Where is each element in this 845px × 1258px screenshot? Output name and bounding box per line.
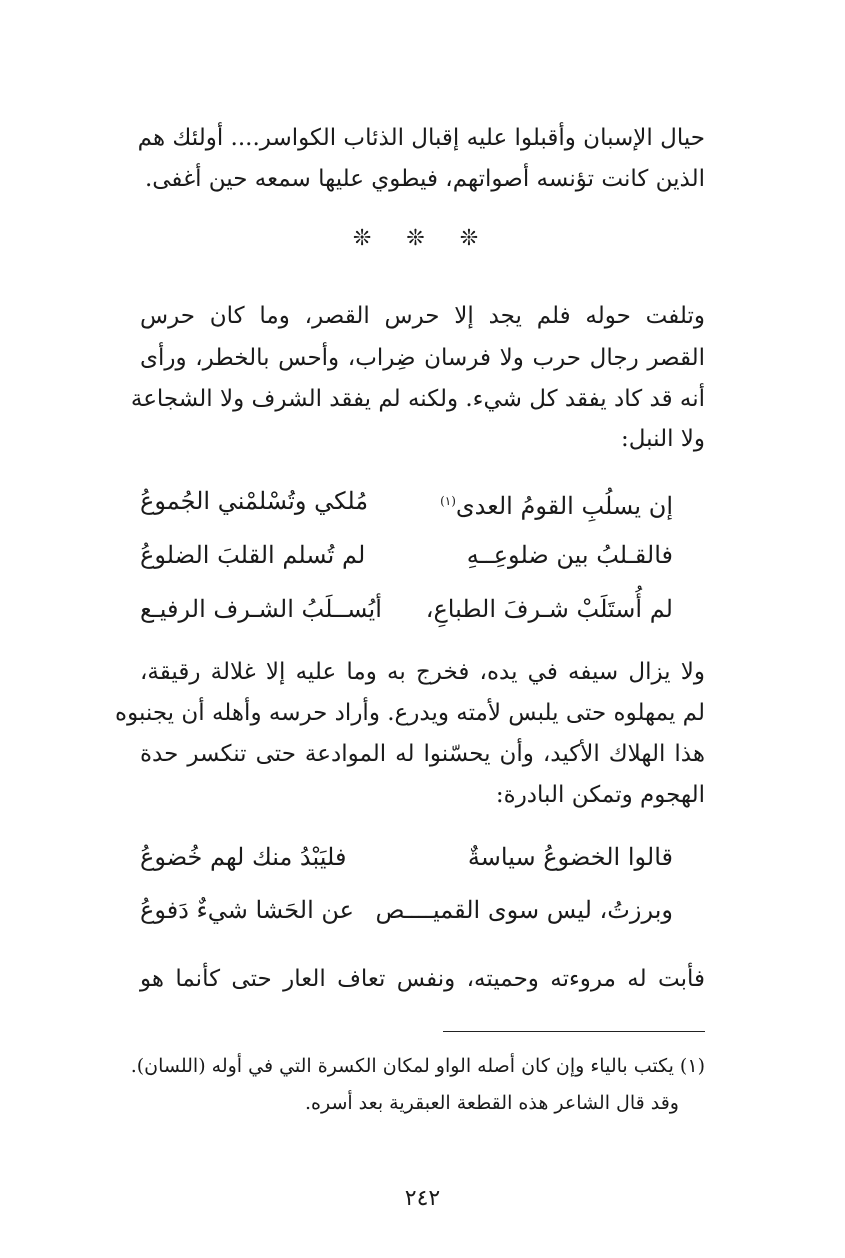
para4-line-1 <box>140 963 705 995</box>
poem1-verse-2-second: لم تُسلم القلبَ الضلوعُ <box>140 541 366 569</box>
poem1-verse-1-second: مُلكي وتُسْلمْني الجُموعُ <box>140 487 369 515</box>
para2-line-4: ولا النبل: <box>621 426 705 452</box>
poem2-verse-1-second: فليَبْدُ منك لهم خُضوعُ <box>140 843 347 871</box>
poem1-verse-1-first <box>440 484 673 523</box>
poem2-verse-1-first: قالوا الخضوعُ سياسةٌ <box>467 843 673 871</box>
para3-line-4: الهجوم وتمكن البادرة: <box>495 782 705 808</box>
poem1-verse-3-first: لم أُستَلَبْ شـرفَ الطباعِ، <box>425 595 673 623</box>
para3-line-1: ولا يزال سيفه في يده، فخرج به وما عليه إلا غلالة رقيقة، <box>140 659 705 685</box>
poem2-verse-2-first: وبرزتُ، ليس سوى القميــــص <box>375 896 673 924</box>
footnote-1: (١) يكتب بالياء وإن كان أصله الواو لمكان الكسرة التي في أوله (اللسان). <box>130 1055 705 1077</box>
poem2-verse-2-second: عن الحَشا شيءٌ دَفوعُ <box>140 896 354 924</box>
para2-line-2: القصر رجال حرب ولا فرسان ضِراب، وأحس بالخطر، ورأى <box>140 345 705 371</box>
poem1-verse-2-first: فالقـلبُ بين ضلوعِــهِ <box>466 541 673 569</box>
footnote-marker: (١) <box>440 494 456 508</box>
para2-line-1 <box>140 300 705 332</box>
para4-text: فأبت له مروءته وحميته، ونفس تعاف العار حتى كأنما هو <box>140 966 705 992</box>
para2-line-3: أنه قد كاد يفقد كل شيء. ولكنه لم يفقد الشرف ولا الشجاعة <box>130 386 705 412</box>
page-number: ٢٤٢ <box>404 1186 441 1211</box>
para1-line-2: الذين كانت تؤنسه أصواتهم، فيطوي عليها سمعه حين أغفى. <box>144 166 705 192</box>
para3-line-2: لم يمهلوه حتى يلبس لأمته ويدرع. وأراد حرسه وأهله أن يجنبوه <box>115 700 705 726</box>
para3-line-3: هذا الهلاك الأكيد، وأن يحسّنوا له الموادعة حتى تنكسر حدة <box>140 741 705 767</box>
para1-line-1: حيال الإسبان وأقبلوا عليه إقبال الذئاب الكواسر.... أولئك هم <box>137 125 705 151</box>
footnote-divider <box>443 1031 705 1032</box>
footnote-2: وقد قال الشاعر هذه القطعة العبقرية بعد أسره. <box>304 1092 679 1114</box>
section-separator: ❊ ❊ ❊ <box>352 226 493 251</box>
poem1-verse-1-first-text: إن يسلُبِ القومُ العدى <box>455 492 673 520</box>
para2-line-1-text: وتلفت حوله فلم يجد إلا حرس القصر، وما كان حرس <box>140 303 705 329</box>
poem1-verse-3-second: أيُســلَبُ الشـرف الرفيـع <box>140 595 382 623</box>
